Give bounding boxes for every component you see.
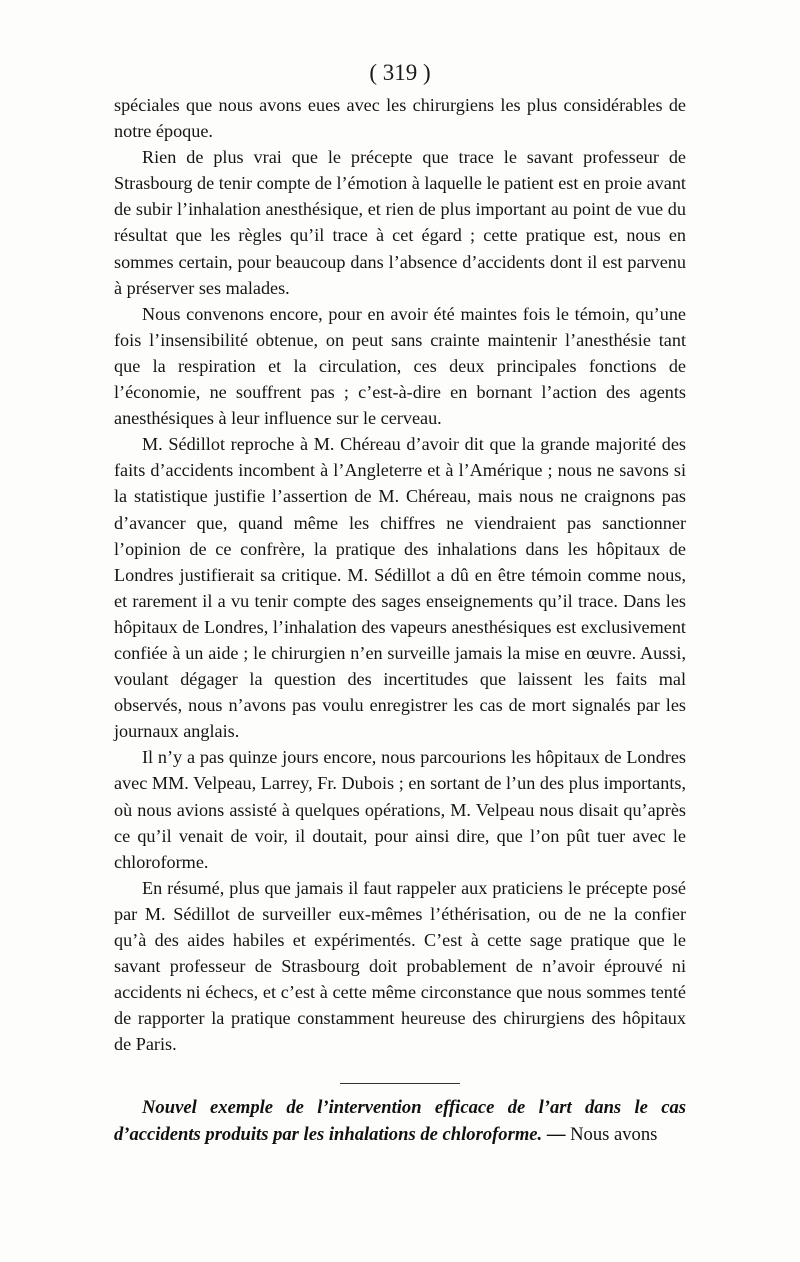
section-heading: Nouvel exemple de l’intervention efficace de l’art dans le cas d’accidents produits par les inhalations de chloroforme. bbox=[114, 1097, 686, 1145]
section-heading-paragraph bbox=[114, 1094, 686, 1148]
paragraph-1: spéciales que nous avons eues avec les chirurgiens les plus considérables de notre époque. bbox=[114, 95, 686, 142]
paragraph-6: En résumé, plus que jamais il faut rappeler aux praticiens le précepte posé par M. Sédillot de surveiller eux-mêmes l’éthérisation, ou de ne la confier qu’à des aides habiles et expérimentés. C’est à cette sage pratique que le savant professeur de Strasbourg doit probablement de n’avoir éprouvé ni accidents ni échecs, et c’est à cette même circonstance que nous sommes tenté de rapporter la pratique constamment heureuse des chirurgiens des hôpitaux de Paris. bbox=[114, 877, 686, 1055]
paragraph-3: Nous convenons encore, pour en avoir été maintes fois le témoin, qu’une fois l’insensibilité obtenue, on peut sans crainte maintenir l’anesthésie tant que la respiration et la circulation, ces deux principales fonctions de l’économie, ne souffrent pas ; c’est-à-dire en bornant l’action des agents anesthésiques à leur influence sur le cerveau. bbox=[114, 303, 686, 429]
paragraph-2: Rien de plus vrai que le précepte que trace le savant professeur de Strasbourg de tenir compte de l’émotion à laquelle le patient est en proie avant de subir l’inhalation anesthésique, et rien de plus important au point de vue du résultat que les règles qu’il trace à cet égard ; cette pratique est, nous en sommes certain, pour beaucoup dans l’absence d’accidents dont il est parvenu à préserver ses malades. bbox=[114, 147, 686, 298]
heading-dash: — bbox=[542, 1124, 571, 1145]
section-divider bbox=[340, 1083, 460, 1084]
paragraph-5: Il n’y a pas quinze jours encore, nous parcourions les hôpitaux de Londres avec MM. Velpeau, Larrey, Fr. Dubois ; en sortant de l’un des plus importants, où nous avions assisté à quelques opérations, M. Velpeau nous disait qu’après ce qu’il venait de voir, il doutait, pour ainsi dire, que l’on pût tuer avec le chloroforme. bbox=[114, 747, 686, 872]
paragraph-4: M. Sédillot reproche à M. Chéreau d’avoir dit que la grande majorité des faits d’accidents incombent à l’Angleterre et à l’Amérique ; nous ne savons si la statistique justifie l’assertion de M. Chéreau, mais nous ne craignons pas d’avancer que, quand même les chiffres ne viendraient pas sanctionner l’opinion de ce confrère, la pratique des inhalations dans les hôpitaux de Londres justifierait sa critique. M. Sédillot a dû en être témoin comme nous, et rarement il a vu tenir compte des sages enseignements qu’il trace. Dans les hôpitaux de Londres, l’inhalation des vapeurs anesthésiques est exclusivement confiée à un aide ; le chirurgien n’en surveille jamais la mise en œuvre. Aussi, voulant dégager la question des incertitudes que laissent les faits mal observés, nous n’avons pas voulu enregistrer les cas de mort signalés par les journaux anglais. bbox=[114, 434, 686, 742]
body-text bbox=[114, 92, 686, 1057]
section-continuation: Nous avons bbox=[570, 1124, 658, 1145]
page-number: ( 319 ) bbox=[369, 60, 431, 85]
